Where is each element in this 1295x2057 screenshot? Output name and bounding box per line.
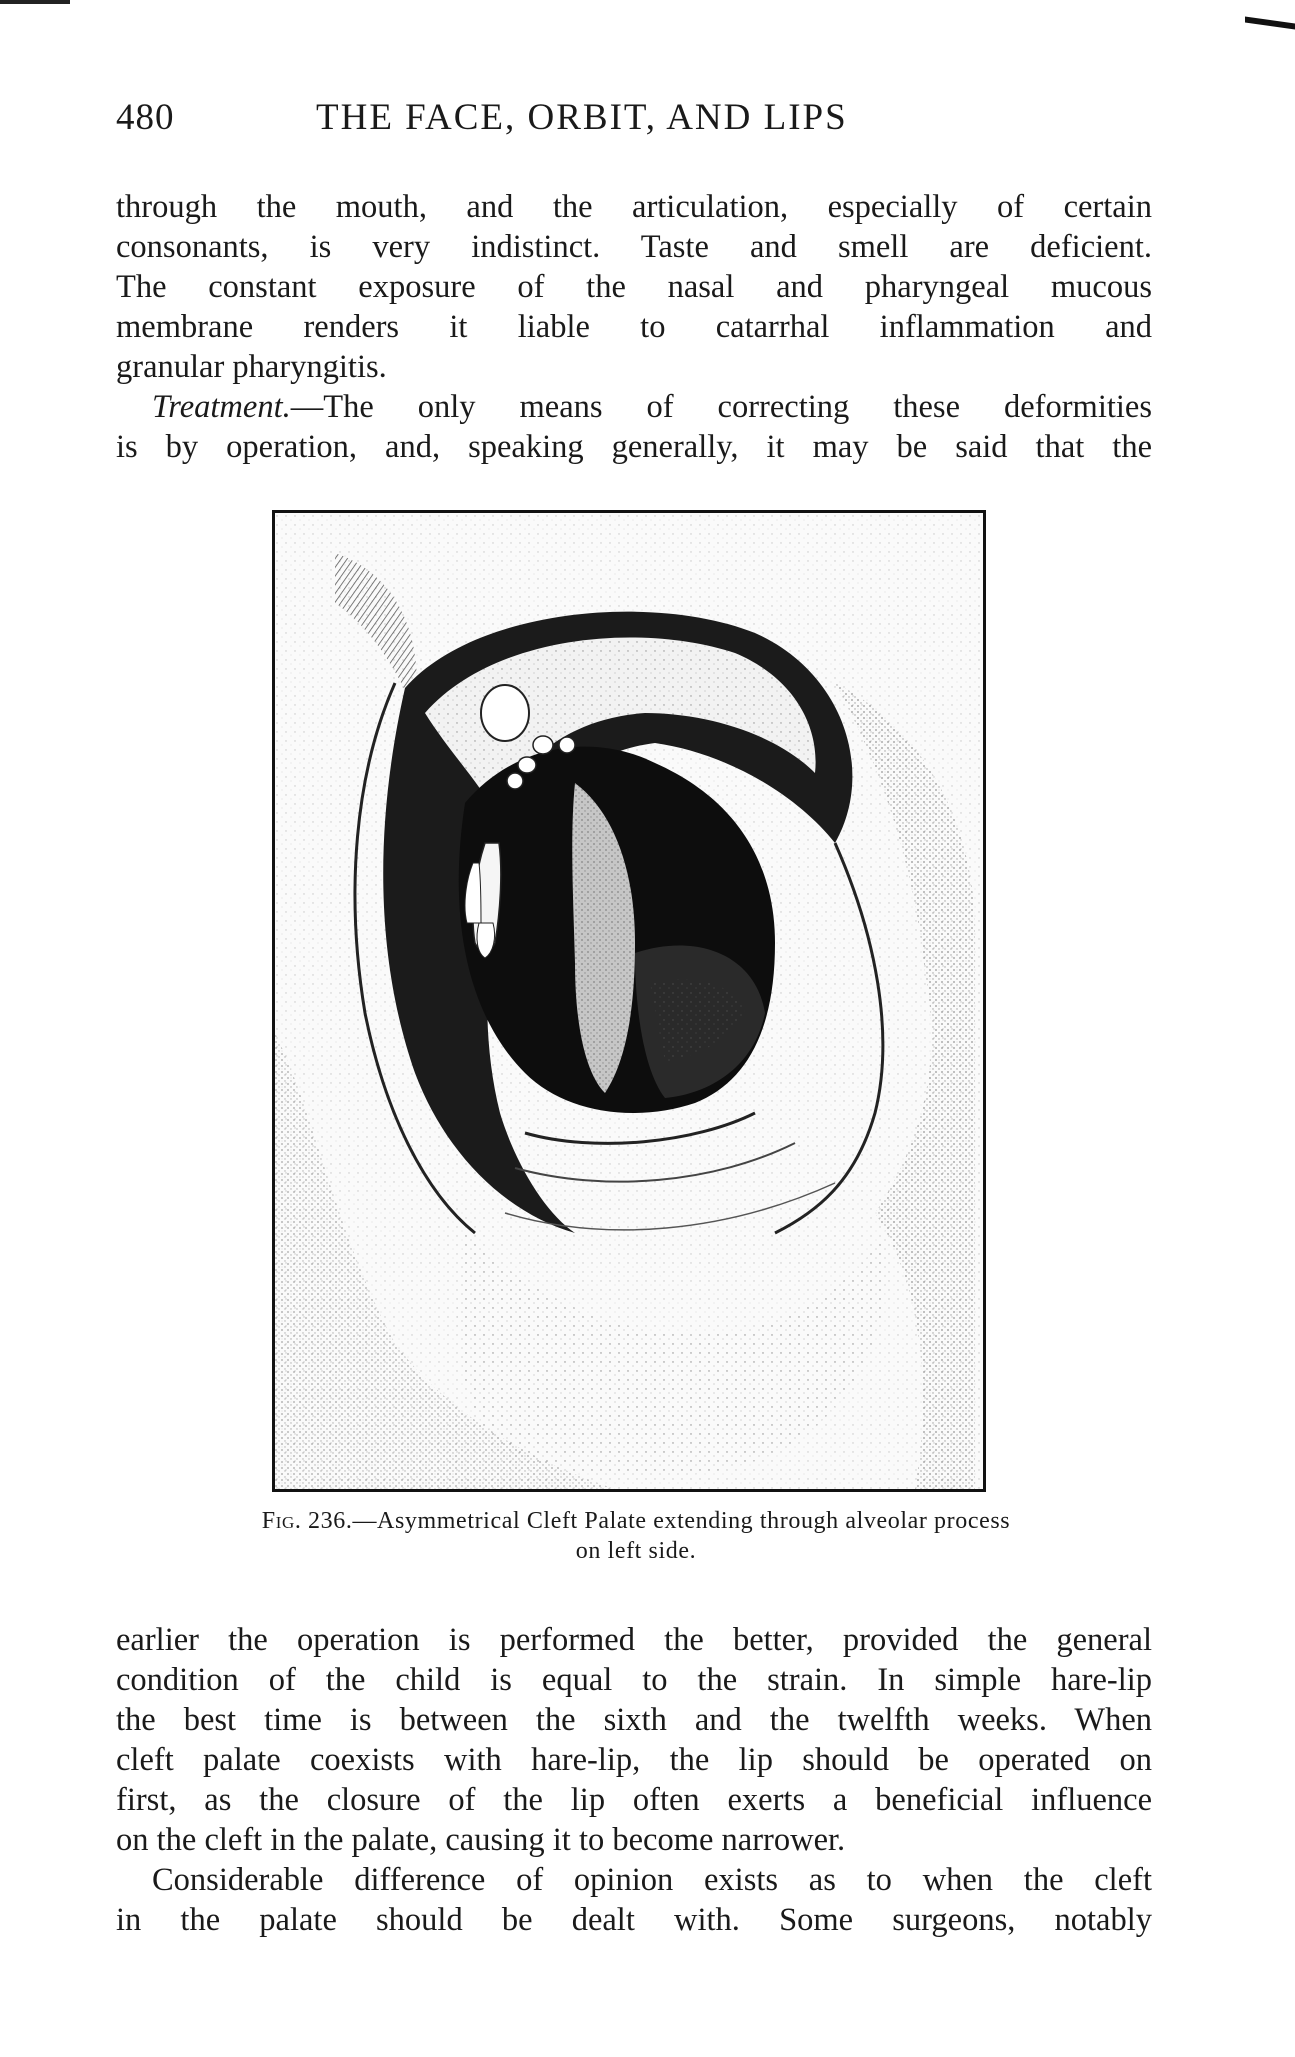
caption-text: —Asymmetrical Cleft Palate extending through alveolar process	[352, 1508, 1011, 1534]
scan-edge-mark	[0, 0, 70, 4]
text-line: is by operation, and, speaking generally, it may be said that the	[116, 429, 1152, 465]
page-number: 480	[116, 97, 175, 138]
text-line: The constant exposure of the nasal and pharyngeal mucous	[116, 269, 1152, 305]
text-line: on the cleft in the palate, causing it to become narrower.	[116, 1822, 846, 1858]
text-line: cleft palate coexists with hare-lip, the lip should be operated on	[116, 1742, 1152, 1778]
top-paragraph	[116, 187, 1152, 467]
text-line: Considerable difference of opinion exists as to when the cleft	[152, 1862, 1152, 1898]
cleft-palate-engraving	[275, 513, 983, 1489]
running-title: THE FACE, ORBIT, AND LIPS	[316, 97, 848, 138]
scan-edge-mark	[1245, 16, 1295, 29]
text-line: granular pharyngitis.	[116, 349, 387, 385]
text-line: first, as the closure of the lip often exerts a beneficial influence	[116, 1782, 1152, 1818]
figure-label: Fig. 236.	[261, 1508, 353, 1534]
text-line: membrane renders it liable to catarrhal inflammation and	[116, 309, 1152, 345]
caption-line-1	[136, 1506, 1136, 1536]
caption-line-2: on left side.	[575, 1538, 697, 1564]
text-line: through the mouth, and the articulation, especially of certain	[116, 189, 1152, 225]
text-line: the best time is between the sixth and the twelfth weeks. When	[116, 1702, 1152, 1738]
bottom-paragraphs	[116, 1620, 1152, 1940]
treatment-heading: Treatment.	[152, 389, 291, 425]
text-line: condition of the child is equal to the strain. In simple hare-lip	[116, 1662, 1152, 1698]
text-line: earlier the operation is performed the better, provided the general	[116, 1622, 1152, 1658]
running-head	[116, 96, 1156, 146]
text-line: in the palate should be dealt with. Some surgeons, notably	[116, 1902, 1152, 1938]
text-line: consonants, is very indistinct. Taste and smell are deficient.	[116, 229, 1152, 265]
treatment-line	[116, 387, 1152, 427]
figure-illustration	[272, 510, 986, 1492]
treatment-text: —The only means of correcting these deformities	[290, 389, 1152, 425]
figure-caption	[136, 1506, 1136, 1566]
